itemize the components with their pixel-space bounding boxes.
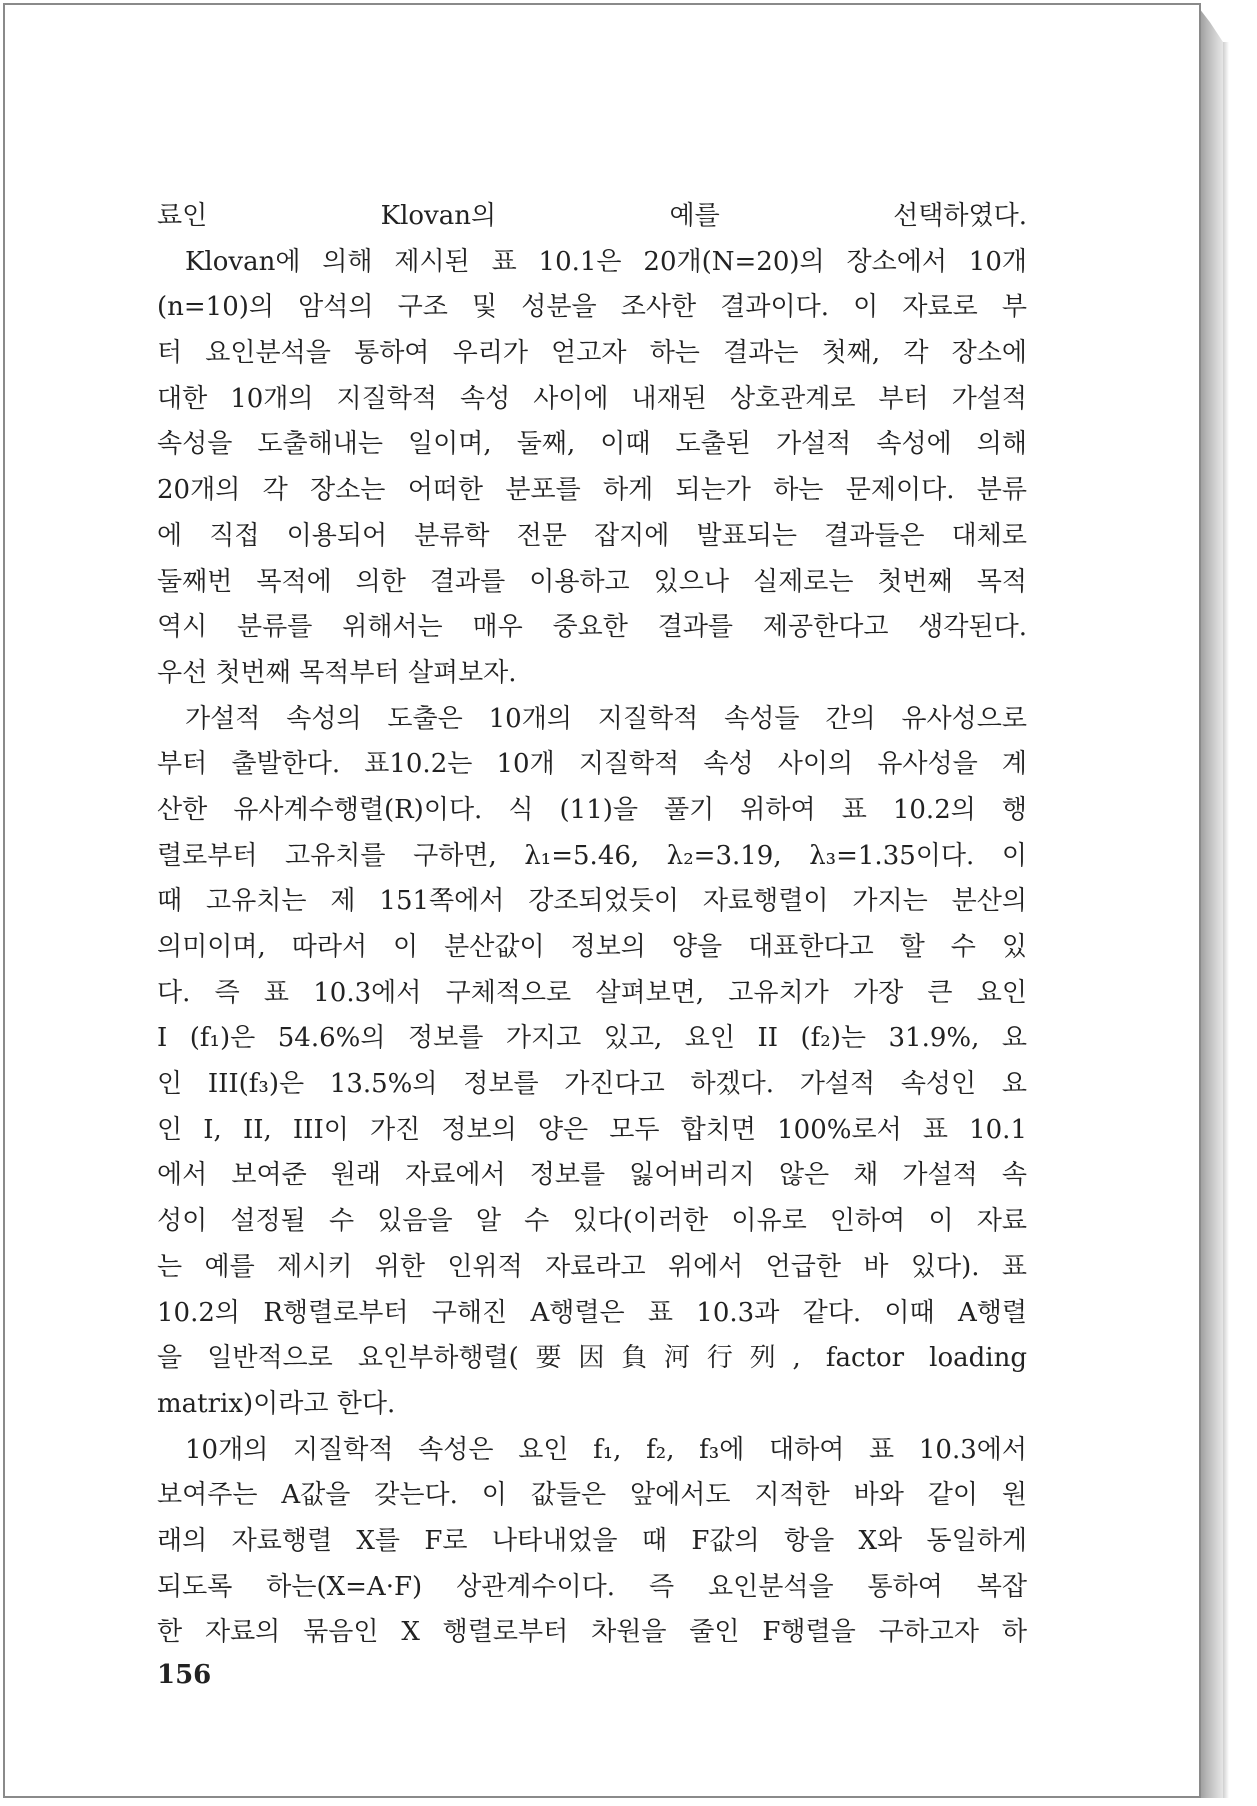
text-line: 는 예를 제시키 위한 인위적 자료라고 위에서 언급한 바 있다). 표 (157, 1251, 1027, 1282)
text-line: 되도록 하는(X=A·F) 상관계수이다. 즉 요인분석을 통하여 복잡 (157, 1571, 1027, 1602)
text-line: 가설적 속성의 도출은 10개의 지질학적 속성들 간의 유사성으로 (185, 703, 1027, 734)
text-line: 둘째번 목적에 의한 결과를 이용하고 있으나 실제로는 첫번째 목적 (157, 566, 1027, 597)
text-line: 20개의 각 장소는 어떠한 분포를 하게 되는가 하는 문제이다. 분류 (157, 475, 1027, 506)
text-line: 성이 설정될 수 있음을 알 수 있다(이러한 이유로 인하여 이 자료 (157, 1206, 1027, 1237)
text-line: 의미이며, 따라서 이 분산값이 정보의 양을 대표한다고 할 수 있 (157, 932, 1027, 962)
body-text (157, 194, 1027, 1656)
text-line: 부터 출발한다. 표10.2는 10개 지질학적 속성 사이의 유사성을 계 (157, 749, 1027, 780)
text-line: 래의 자료행렬 X를 F로 나타내었을 때 F값의 항을 X와 동일하게 (157, 1525, 1027, 1556)
text-line: matrix)이라고 한다. (157, 1388, 396, 1419)
text-line: 인 I, II, III이 가진 정보의 양은 모두 합치면 100%로서 표 10.1 (157, 1114, 1027, 1145)
page-edge-shading (1199, 8, 1223, 1798)
text-line: 때 고유치는 제 151쪽에서 강조되었듯이 자료행렬이 가지는 분산의 (157, 886, 1027, 917)
text-line: 10.2의 R행렬로부터 구해진 A행렬은 표 10.3과 같다. 이때 A행렬 (157, 1297, 1027, 1328)
text-line: 터 요인분석을 통하여 우리가 얻고자 하는 결과는 첫째, 각 장소에 (157, 338, 1027, 369)
text-line: 속성을 도출해내는 일이며, 둘째, 이때 도출된 가설적 속성에 의해 (157, 429, 1027, 460)
text-line: 에서 보여준 원래 자료에서 정보를 잃어버리지 않은 채 가설적 속 (157, 1160, 1027, 1191)
page-number: 156 (157, 1660, 212, 1690)
text-line: 렬로부터 고유치를 구하면, λ₁=5.46, λ₂=3.19, λ₃=1.35이다. 이 (157, 840, 1027, 871)
text-line: 한 자료의 묶음인 X 행렬로부터 차원을 줄인 F행렬을 구하고자 하 (157, 1617, 1027, 1648)
text-line: 산한 유사계수행렬(R)이다. 식 (11)을 풀기 위하여 표 10.2의 행 (157, 794, 1027, 825)
text-line: 보여주는 A값을 갖는다. 이 값들은 앞에서도 지적한 바와 같이 원 (157, 1480, 1027, 1511)
text-line: 료인 Klovan의 예를 선택하였다. (157, 201, 1027, 231)
text-line: (n=10)의 암석의 구조 및 성분을 조사한 결과이다. 이 자료로 부 (157, 292, 1027, 323)
text-line: 인 III(f₃)은 13.5%의 정보를 가진다고 하겠다. 가설적 속성인 요 (157, 1069, 1027, 1100)
text-line: Klovan에 의해 제시된 표 10.1은 20개(N=20)의 장소에서 10개 (185, 246, 1027, 277)
text-line: 다. 즉 표 10.3에서 구체적으로 살펴보면, 고유치가 가장 큰 요인 (157, 977, 1027, 1008)
page-edge-shadow (1223, 42, 1229, 1798)
text-line: 역시 분류를 위해서는 매우 중요한 결과를 제공한다고 생각된다. (157, 612, 1027, 643)
text-line: 10개의 지질학적 속성은 요인 f₁, f₂, f₃에 대하여 표 10.3에서 (185, 1434, 1027, 1465)
text-line: I (f₁)은 54.6%의 정보를 가지고 있고, 요인 II (f₂)는 31.9%, 요 (157, 1023, 1027, 1054)
text-line: 을 일반적으로 요인부하행렬(要因負河行列, factor loading (157, 1343, 1027, 1374)
text-line: 대한 10개의 지질학적 속성 사이에 내재된 상호관계로 부터 가설적 (157, 383, 1027, 414)
text-line: 에 직접 이용되어 분류학 전문 잡지에 발표되는 결과들은 대체로 (157, 520, 1027, 551)
text-line: 우선 첫번째 목적부터 살펴보자. (157, 657, 517, 688)
